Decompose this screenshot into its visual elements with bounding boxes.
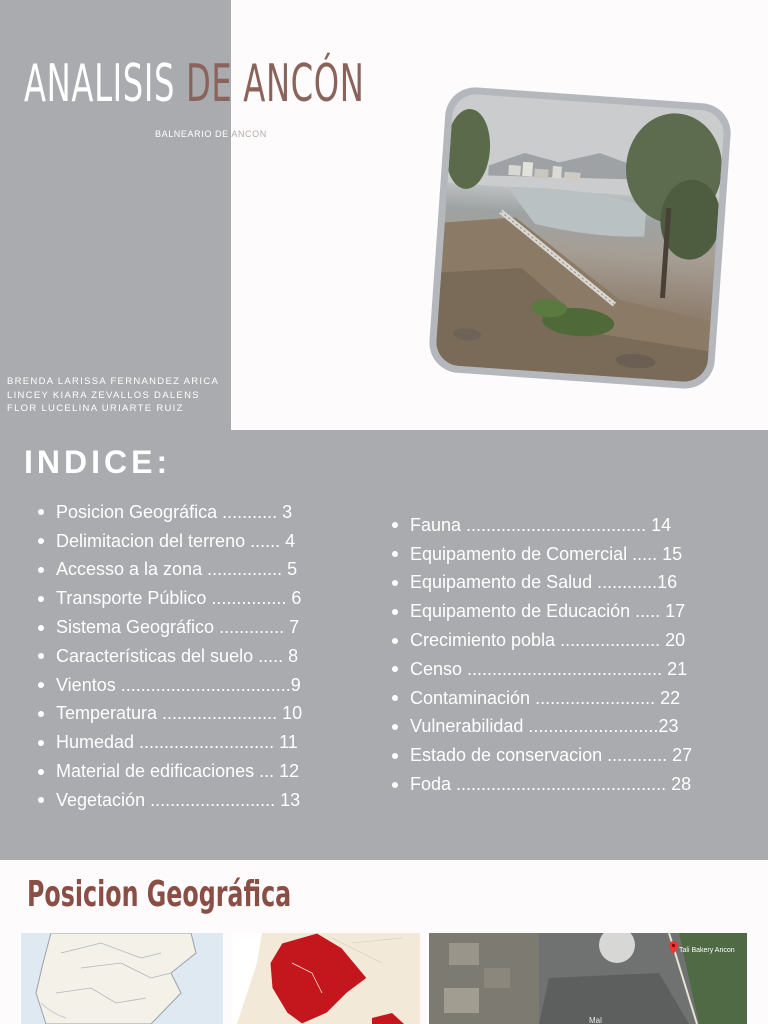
toc-item[interactable]	[38, 700, 348, 729]
toc-item-label: Vientos ..................................9	[56, 674, 301, 695]
bullet-icon	[38, 596, 44, 602]
bullet-icon	[38, 740, 44, 746]
region-map-graphic	[232, 933, 420, 1024]
author-name: BRENDA LARISSA FERNANDEZ ARICA	[7, 376, 220, 387]
toc-item-label: Temperatura ....................... 10	[56, 703, 303, 724]
toc-item-label: Delimitacion del terreno ...... 4	[56, 530, 296, 551]
continent-map-graphic	[21, 933, 223, 1024]
toc-item-label: Censo ....................................... 21	[410, 658, 688, 679]
toc-item[interactable]	[392, 770, 744, 799]
index-title: INDICE:	[24, 444, 172, 480]
author-name: FLOR LUCELINA URIARTE RUIZ	[7, 403, 184, 414]
toc-item-label: Crecimiento pobla .................... 20	[410, 630, 686, 651]
street-label: Mal	[589, 1016, 602, 1024]
section-title: Posicion Geográfica	[27, 874, 292, 915]
toc-item-label: Posicion Geográfica ........... 3	[56, 501, 293, 522]
toc-item[interactable]	[38, 786, 348, 815]
bullet-icon	[392, 782, 398, 788]
bullet-icon	[38, 567, 44, 573]
toc-item-label: Contaminación ........................ 22	[410, 687, 681, 708]
toc-item[interactable]	[38, 498, 348, 527]
toc-item-label: Estado de conservacion ............ 27	[410, 745, 693, 766]
toc-item[interactable]	[392, 511, 744, 540]
toc-item[interactable]	[392, 569, 744, 598]
bullet-icon	[38, 625, 44, 631]
document-title	[24, 54, 365, 114]
index-list-left	[38, 498, 348, 815]
cover-photo	[435, 93, 725, 383]
toc-item-label: Fauna .................................... 14	[410, 514, 672, 535]
bullet-icon	[38, 509, 44, 515]
toc-item[interactable]	[392, 626, 744, 655]
author-name: LINCEY KIARA ZEVALLOS DALENS	[7, 389, 200, 401]
toc-item-label: Equipamento de Educación ..... 17	[410, 601, 686, 622]
toc-item[interactable]	[392, 655, 744, 684]
bullet-icon	[38, 769, 44, 775]
toc-item-label: Vulnerabilidad ..........................23	[410, 716, 679, 737]
bullet-icon	[38, 538, 44, 544]
coastal-landscape-illustration	[435, 93, 725, 383]
toc-item[interactable]	[392, 597, 744, 626]
author-list	[7, 375, 219, 416]
toc-item-label: Vegetación ......................... 13	[56, 789, 301, 810]
region-map	[232, 933, 420, 1024]
toc-item[interactable]	[392, 540, 744, 569]
toc-item[interactable]	[38, 584, 348, 613]
bullet-icon	[392, 724, 398, 730]
document-subtitle	[155, 129, 267, 139]
toc-item[interactable]	[392, 684, 744, 713]
toc-item-label: Transporte Público ............... 6	[56, 588, 302, 609]
map-place-label: Tali Bakery Ancon	[679, 947, 735, 954]
toc-item[interactable]	[38, 671, 348, 700]
bullet-icon	[392, 551, 398, 557]
toc-item-label: Equipamento de Salud ............16	[410, 572, 678, 593]
bullet-icon	[38, 711, 44, 717]
bullet-icon	[392, 753, 398, 759]
toc-item[interactable]	[392, 713, 744, 742]
toc-item[interactable]	[38, 728, 348, 757]
toc-item-label: Material de edificaciones ... 12	[56, 761, 300, 782]
satellite-map	[429, 933, 747, 1024]
bullet-icon	[392, 522, 398, 528]
toc-item-label: Características del suelo ..... 8	[56, 645, 299, 666]
title-part-1: ANALISIS	[24, 54, 176, 114]
bullet-icon	[392, 695, 398, 701]
geographic-position-section	[0, 860, 768, 1024]
toc-item[interactable]	[38, 556, 348, 585]
toc-item[interactable]	[392, 741, 744, 770]
title-part-2: DE ANCÓN	[185, 54, 365, 114]
bullet-icon	[392, 666, 398, 672]
map-pin-icon	[669, 941, 678, 954]
bullet-icon	[38, 653, 44, 659]
toc-item[interactable]	[38, 642, 348, 671]
bullet-icon	[38, 682, 44, 688]
toc-item-label: Accesso a la zona ............... 5	[56, 559, 298, 580]
toc-item-label: Humedad ........................... 11	[56, 732, 298, 753]
bullet-icon	[38, 797, 44, 803]
bullet-icon	[392, 609, 398, 615]
subtitle-part-1: BALNEARIO DE	[155, 129, 229, 139]
toc-item-label: Foda .......................................... 28	[410, 774, 692, 795]
toc-item-label: Sistema Geográfico ............. 7	[56, 617, 300, 638]
cover-photo-frame	[427, 85, 732, 390]
index-section	[0, 430, 768, 860]
index-list-right	[392, 511, 744, 799]
bullet-icon	[392, 580, 398, 586]
toc-item[interactable]	[38, 757, 348, 786]
toc-item[interactable]	[38, 613, 348, 642]
toc-item[interactable]	[38, 527, 348, 556]
bullet-icon	[392, 638, 398, 644]
subtitle-part-2: ANCON	[228, 129, 267, 139]
continent-map	[21, 933, 223, 1024]
toc-item-label: Equipamento de Comercial ..... 15	[410, 543, 683, 564]
